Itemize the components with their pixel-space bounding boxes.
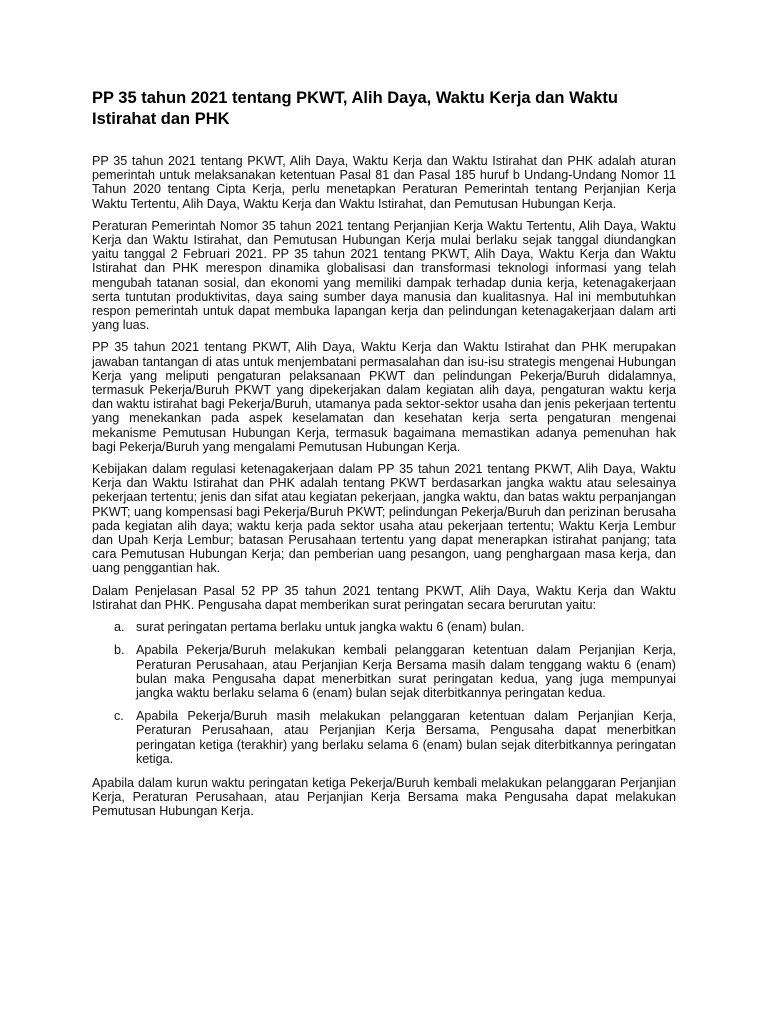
list-item — [114, 643, 676, 700]
list-marker: b. — [114, 643, 125, 658]
paragraph-pasal-52: Dalam Penjelasan Pasal 52 PP 35 tahun 2021 tentang PKWT, Alih Daya, Waktu Kerja dan Waktu Istirahat dan PHK. Pengusaha dapat memberikan surat peringatan secara berurutan yaitu: — [92, 583, 676, 612]
list-item-text: surat peringatan pertama berlaku untuk jangka waktu 6 (enam) bulan. — [136, 620, 525, 635]
list-marker: c. — [114, 709, 124, 724]
document-title: PP 35 tahun 2021 tentang PKWT, Alih Daya, Waktu Kerja dan Waktu Istirahat dan PHK — [92, 89, 618, 128]
list-item — [114, 620, 676, 634]
paragraph-challenges: PP 35 tahun 2021 tentang PKWT, Alih Daya, Waktu Kerja dan Waktu Istirahat dan PHK merupakan jawaban tantangan di atas untuk menjembatani permasalahan dan isu-isu strategis mengenai Hubungan Kerja yang meliputi pengaturan pelaksanaan PKWT dan pelindungan Pekerja/Buruh didalamnya, termasuk Pekerja/Buruh PKWT yang dipekerjakan dalam kegiatan alih daya, pengaturan waktu kerja dan waktu istirahat bagi Pekerja/Buruh, utamanya pada sektor-sektor usaha dan jenis pekerjaan tertentu yang menekankan pada aspek keselamatan dan kesehatan kerja serta pengaturan mengenai mekanisme Pemutusan Hubungan Kerja, termasuk bagaimana memastikan adanya pemenuhan hak bagi Pekerja/Buruh yang mengalami Pemutusan Hubungan Kerja. — [92, 340, 676, 454]
paragraph-intro: PP 35 tahun 2021 tentang PKWT, Alih Daya, Waktu Kerja dan Waktu Istirahat dan PHK adalah aturan pemerintah untuk melaksanakan ketentuan Pasal 81 dan Pasal 185 huruf b Undang-Undang Nomor 11 Tahun 2020 tentang Cipta Kerja, perlu menetapkan Peraturan Pemerintah tentang Perjanjian Kerja Waktu Tertentu, Alih Daya, Waktu Kerja dan Waktu Istirahat, dan Pemutusan Hubungan Kerja. — [92, 154, 676, 211]
paragraph-policy: Kebijakan dalam regulasi ketenagakerjaan dalam PP 35 tahun 2021 tentang PKWT, Alih Daya, Waktu Kerja dan Waktu Istirahat dan PHK adalah tentang PKWT berdasarkan jangka waktu atau selesainya pekerjaan tertentu; jenis dan sifat atau kegiatan pekerjaan, jangka waktu, dan batas waktu perpanjangan PKWT; uang kompensasi bagi Pekerja/Buruh PKWT; pelindungan Pekerja/Buruh dan perizinan berusaha pada kegiatan alih daya; waktu kerja pada sektor usaha atau pekerjaan tertentu; Waktu Kerja Lembur dan Upah Kerja Lembur; batasan Perusahaan tertentu yang dapat menerapkan istirahat panjang; tata cara Pemutusan Hubungan Kerja; dan pemberian uang pesangon, uang penghargaan masa kerja, dan uang penggantian hak. — [92, 462, 676, 576]
list-item — [114, 709, 676, 766]
list-marker: a. — [114, 620, 125, 635]
paragraph-closing: Apabila dalam kurun waktu peringatan ketiga Pekerja/Buruh kembali melakukan pelanggaran Perjanjian Kerja, Peraturan Perusahaan, atau Perjanjian Kerja Bersama maka Pengusaha dapat melakukan Pemutusan Hubungan Kerja. — [92, 775, 676, 819]
warning-letter-list — [92, 620, 676, 766]
list-item-text: Apabila Pekerja/Buruh melakukan kembali pelanggaran ketentuan dalam Perjanjian Kerja, Peraturan Perusahaan, atau Perjanjian Kerja Bersama masih dalam tenggang waktu 6 (enam) bulan maka Pengusaha dapat menerbitkan surat peringatan kedua, yang juga mempunyai jangka waktu berlaku selama 6 (enam) bulan sejak diterbitkannya peringatan kedua. — [136, 643, 676, 700]
list-item-text: Apabila Pekerja/Buruh masih melakukan pelanggaran ketentuan dalam Perjanjian Kerja, Peraturan Perusahaan, atau Perjanjian Kerja Bersama, Pengusaha dapat menerbitkan peringatan ketiga (terakhir) yang berlaku selama 6 (enam) bulan sejak diterbitkannya peringatan ketiga. — [136, 709, 676, 766]
paragraph-effective-date: Peraturan Pemerintah Nomor 35 tahun 2021 tentang Perjanjian Kerja Waktu Tertentu, Alih Daya, Waktu Kerja dan Waktu Istirahat, dan Pemutusan Hubungan Kerja mulai berlaku sejak tanggal diundangkan yaitu tanggal 2 Februari 2021. PP 35 tahun 2021 tentang PKWT, Alih Daya, Waktu Kerja dan Waktu Istirahat dan PHK merespon dinamika globalisasi dan transformasi teknologi informasi yang telah mengubah tatanan sosial, dan ekonomi yang memiliki dampak terhadap dunia kerja, ketenagakerjaan serta tuntutan produktivitas, daya saing sumber daya manusia dan kualitasnya. Hal ini membutuhkan respon pemerintah untuk dapat membuka lapangan kerja dan pelindungan ketenagakerjaan dalam arti yang luas. — [92, 218, 676, 333]
